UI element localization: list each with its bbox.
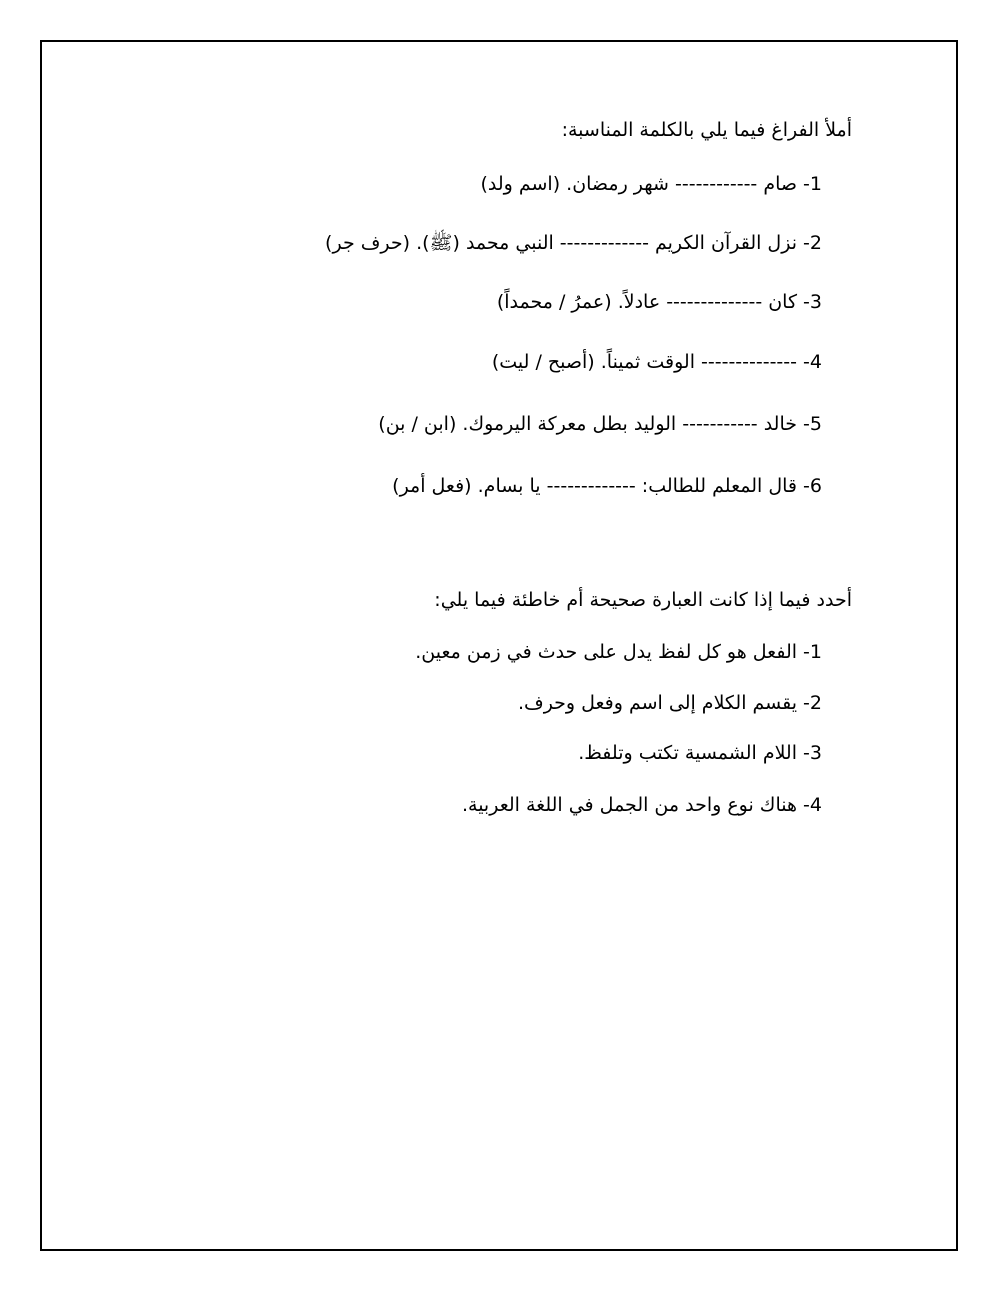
true-false-item-1: 1- الفعل هو كل لفظ يدل على حدث في زمن معين. — [415, 641, 822, 663]
true-false-item-3: 3- اللام الشمسية تكتب وتلفظ. — [578, 742, 822, 764]
fill-blank-item-5: 5- خالد ----------- الوليد بطل معركة اليرموك. (ابن / بن) — [378, 413, 822, 435]
fill-blank-item-2: 2- نزل القرآن الكريم ------------- النبي محمد (ﷺ). (حرف جر) — [325, 232, 822, 254]
fill-blank-heading: أملأ الفراغ فيما يلي بالكلمة المناسبة: — [561, 119, 852, 141]
fill-blank-item-1: 1- صام ------------ شهر رمضان. (اسم ولد) — [480, 173, 822, 195]
true-false-item-4: 4- هناك نوع واحد من الجمل في اللغة العربية. — [461, 794, 822, 816]
fill-blank-item-4: 4- -------------- الوقت ثميناً. (أصبح / ليت) — [491, 351, 822, 373]
true-false-item-2: 2- يقسم الكلام إلى اسم وفعل وحرف. — [517, 692, 822, 714]
fill-blank-item-3: 3- كان -------------- عادلاً. (عمرُ / محمداً) — [496, 291, 822, 313]
true-false-heading: أحدد فيما إذا كانت العبارة صحيحة أم خاطئة فيما يلي: — [434, 589, 852, 611]
fill-blank-item-6: 6- قال المعلم للطالب: ------------- يا بسام. (فعل أمر) — [392, 475, 822, 497]
